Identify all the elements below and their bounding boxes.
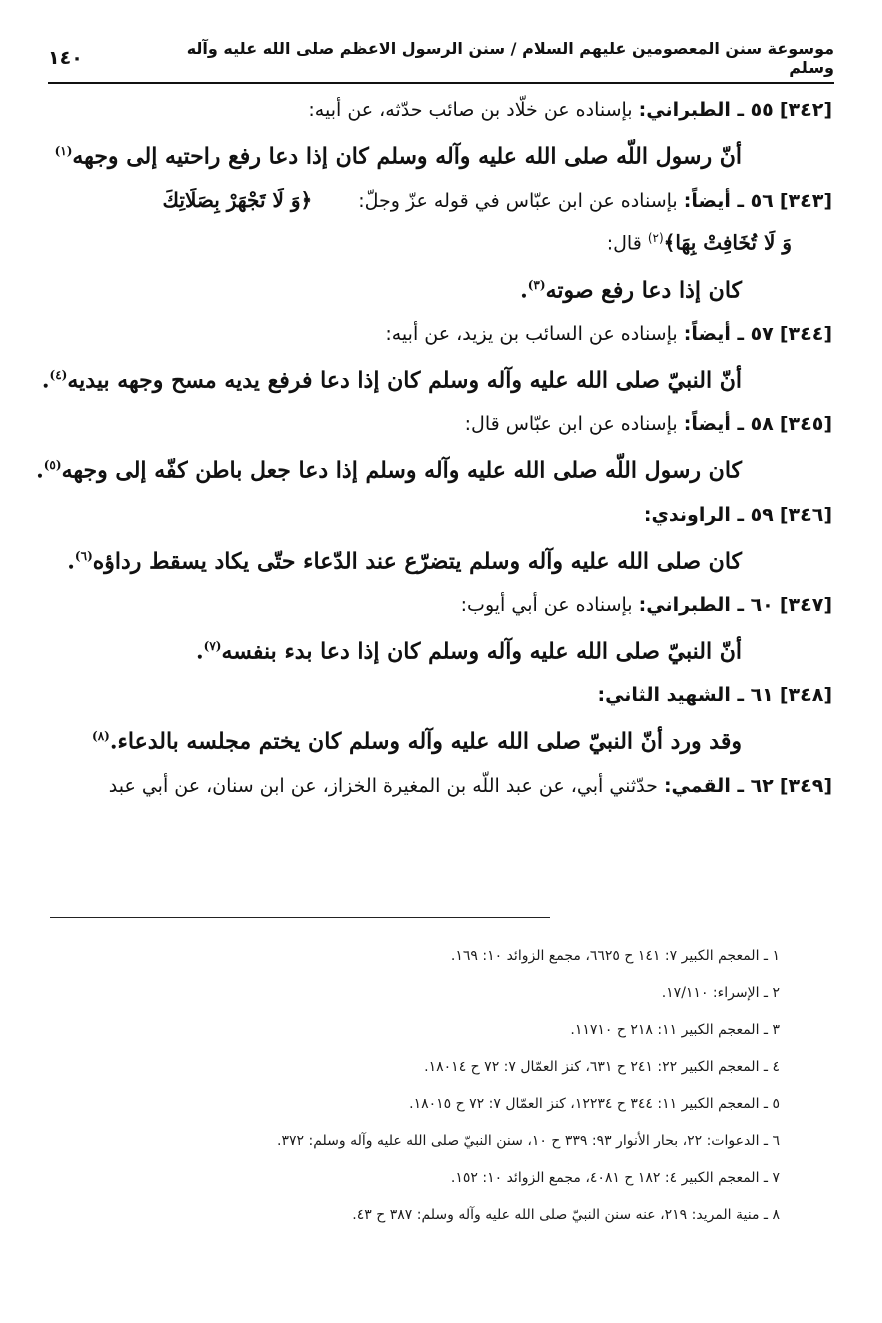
hadith-346-head: [٣٤٦] ٥٩ ـ الراوندي: <box>643 503 832 526</box>
hadith-344-quote: أنّ النبيّ صلى الله عليه وآله وسلم كان إذا دعا فرفع يديه مسح وجهه بيديه$^{(٤)}$. <box>41 367 742 394</box>
quote-text: أنّ النبيّ صلى الله عليه وآله وسلم كان إذا دعا فرفع يديه مسح وجهه بيديه <box>67 367 742 394</box>
hadith-343-head: [٣٤٣] ٥٦ ـ أيضاً: بإسناده عن ابن عبّاس في قوله عزّ وجلّ: ﴿وَ لَا تَجْهَرْ بِصَلَاتِكَ <box>162 188 832 213</box>
footnote-marker: (١) <box>54 144 73 158</box>
hadith-348-quote <box>50 714 742 763</box>
footnote-marker: (٧) <box>203 638 222 653</box>
quote-text: كان صلى الله عليه وآله وسلم يتضرّع عند الدّعاء حتّى يكاد يسقط رداؤه <box>92 547 742 574</box>
running-header <box>48 38 834 84</box>
footnote-3: ٣ ـ المعجم الكبير ١١: ٢١٨ ح ١١٧١٠. <box>570 1022 780 1038</box>
hadith-num: ٥٨ <box>750 413 774 436</box>
quran-verse-part-1: ﴿وَ لَا تَجْهَرْ بِصَلَاتِكَ <box>162 188 313 213</box>
hadith-ref: [٣٤٦] <box>779 503 832 526</box>
hadith-num: ٦١ <box>750 684 774 707</box>
footnote-marker: (٣) <box>527 277 546 292</box>
hadith-source: الراوندي: <box>643 503 731 526</box>
page-number: ١٤٠ <box>48 47 83 69</box>
hadith-chain: بإسناده عن السائب بن يزيد، عن أبيه: <box>385 322 678 345</box>
hadith-num: ٦٠ <box>750 593 774 616</box>
quran-verse-part-2: وَ لَا تُخَافِتْ بِهَا﴾ <box>663 230 792 255</box>
footnote-7: ٧ ـ المعجم الكبير ٤: ١٨٢ ح ٤٠٨١، مجمع الزوائد ١٠: ١٥٢. <box>450 1170 780 1186</box>
footnote-2: ٢ ـ الإسراء: ١٧/١١٠. <box>661 985 780 1001</box>
hadith-source: القمي: <box>663 774 731 797</box>
hadith-ref: [٣٤٤] <box>779 322 832 345</box>
footnote-5: ٥ ـ المعجم الكبير ١١: ٣٤٤ ح ١٢٢٣٤، كنز العمّال ٧: ٧٢ ح ١٨٠١٥. <box>409 1096 780 1112</box>
hadith-348-head: [٣٤٨] ٦١ ـ الشهيد الثاني: <box>597 684 832 707</box>
hadith-ref: [٣٤٩] <box>779 774 832 797</box>
hadith-chain: بإسناده عن خلّاد بن صائب حدّثه، عن أبيه: <box>308 99 633 121</box>
hadith-ref: [٣٤٨] <box>779 684 832 707</box>
hadith-347-quote: أنّ النبيّ صلى الله عليه وآله وسلم كان إذا دعا بدء بنفسه$^{(٧)}$. <box>195 638 742 665</box>
footnotes <box>50 938 780 1234</box>
hadith-source: الطبراني: <box>638 99 731 121</box>
hadith-source: أيضاً: <box>683 322 731 345</box>
footnote-marker: (٨) <box>92 729 110 744</box>
main-text <box>36 92 832 805</box>
quote-text: وقد ورد أنّ النبيّ صلى الله عليه وآله وسلم كان يختم مجلسه بالدعاء. <box>109 728 742 755</box>
quote-text: كان رسول اللّه صلى الله عليه وآله وسلم إذا دعا جعل باطن كفّه إلى وجهه <box>61 457 742 484</box>
hadith-chain: بإسناده عن ابن عبّاس في قوله عزّ وجلّ: <box>358 190 678 213</box>
hadith-342-quote <box>50 129 742 178</box>
hadith-347-head: [٣٤٧] ٦٠ ـ الطبراني: بإسناده عن أبي أيوب: <box>460 593 832 616</box>
hadith-ref: [٣٤٣] <box>779 190 832 213</box>
footnote-marker: (٢) <box>647 231 664 246</box>
hadith-345-head: [٣٤٥] ٥٨ ـ أيضاً: بإسناده عن ابن عبّاس قال: <box>464 413 832 436</box>
hadith-343-quote: كان إذا دعا رفع صوته$^{(٣)}$. <box>520 276 742 303</box>
running-title: موسوعة سنن المعصومين عليهم السلام / سنن الرسول الاعظم صلى الله عليه وآله وسلم <box>186 39 834 77</box>
hadith-num: ٥٩ <box>750 503 774 526</box>
footnote-divider <box>50 917 550 918</box>
hadith-num: ٥٥ <box>750 99 774 121</box>
hadith-342-head: [٣٤٢] ٥٥ ـ الطبراني: بإسناده عن خلّاد بن صائب حدّثه، عن أبيه: <box>308 99 832 121</box>
hadith-349-head: [٣٤٩] ٦٢ ـ القمي: حدّثني أبي، عن عبد اللّه بن المغيرة الخزاز، عن ابن سنان، عن أبي عبد <box>108 774 832 797</box>
hadith-num: ٥٦ <box>750 190 774 213</box>
quote-text: كان إذا دعا رفع صوته <box>545 276 742 303</box>
hadith-chain: بإسناده عن ابن عبّاس قال: <box>464 413 678 436</box>
hadith-source: أيضاً: <box>683 413 731 436</box>
hadith-chain: بإسناده عن أبي أيوب: <box>460 593 633 616</box>
hadith-ref: [٣٤٧] <box>779 593 832 616</box>
hadith-ref: [٣٤٥] <box>779 413 832 436</box>
footnote-marker: (٤) <box>49 367 68 382</box>
footnote-1: ١ ـ المعجم الكبير ٧: ١٤١ ح ٦٦٢٥، مجمع الزوائد ١٠: ١٦٩. <box>450 948 780 964</box>
hadith-ref: [٣٤٢] <box>779 99 832 121</box>
hadith-chain: حدّثني أبي، عن عبد اللّه بن المغيرة الخزاز، عن ابن سنان، عن أبي عبد <box>108 774 658 797</box>
hadith-source: أيضاً: <box>683 190 731 213</box>
hadith-346-quote: كان صلى الله عليه وآله وسلم يتضرّع عند الدّعاء حتّى يكاد يسقط رداؤه$^{(٦)}$. <box>67 547 742 574</box>
hadith-num: ٦٢ <box>750 774 774 797</box>
hadith-source: الشهيد الثاني: <box>597 684 731 707</box>
footnote-6: ٦ ـ الدعوات: ٢٢، بحار الأنوار ٩٣: ٣٣٩ ح ١٠، سنن النبيّ صلى الله عليه وآله وسلم: ٣٧٢. <box>277 1133 780 1149</box>
quote-text: أنّ النبيّ صلى الله عليه وآله وسلم كان إذا دعا بدء بنفسه <box>221 638 742 665</box>
footnote-8: ٨ ـ منية المريد: ٢١٩، عنه سنن النبيّ صلى الله عليه وآله وسلم: ٣٨٧ ح ٤٣. <box>352 1207 780 1223</box>
footnote-marker: (٦) <box>74 548 93 563</box>
quote-text: أنّ رسول اللّه صلى الله عليه وآله وسلم كان إذا دعا رفع راحتيه إلى وجهه <box>72 143 742 170</box>
hadith-344-head: [٣٤٤] ٥٧ ـ أيضاً: بإسناده عن السائب بن يزيد، عن أبيه: <box>385 322 832 345</box>
hadith-source: الطبراني: <box>638 593 731 616</box>
hadith-345-quote: كان رسول اللّه صلى الله عليه وآله وسلم إذا دعا جعل باطن كفّه إلى وجهه$^{(٥)}$. <box>36 457 742 484</box>
hadith-num: ٥٧ <box>750 322 774 345</box>
verse-tail: قال: <box>606 232 642 255</box>
footnote-4: ٤ ـ المعجم الكبير ٢٢: ٢٤١ ح ٦٣١، كنز العمّال ٧: ٧٢ ح ١٨٠١٤. <box>424 1059 780 1075</box>
hadith-343-verse <box>50 220 792 262</box>
footnote-marker: (٥) <box>43 458 62 473</box>
